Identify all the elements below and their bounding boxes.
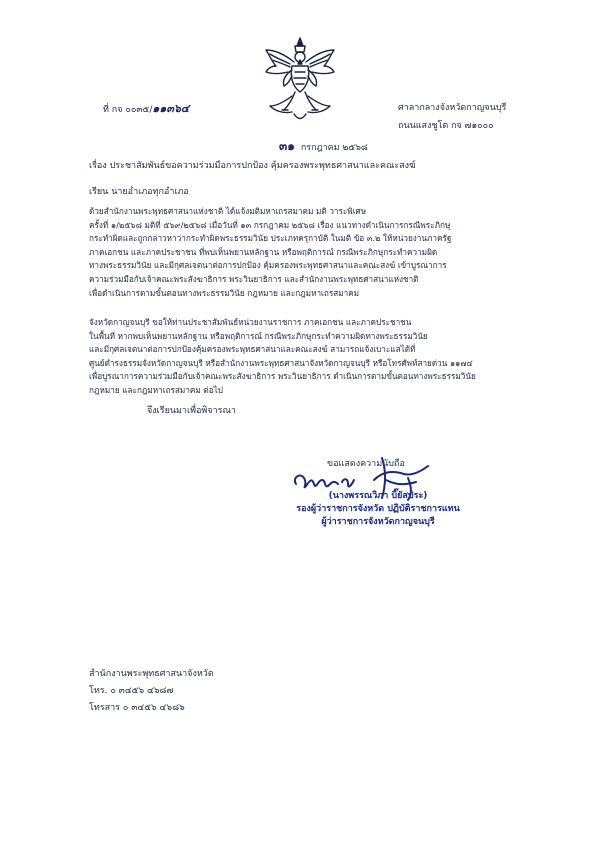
contact-footer — [89, 666, 214, 717]
office-name: สำนักงานพระพุทธศาสนาจังหวัด — [89, 669, 214, 679]
document-reference — [103, 99, 189, 117]
phone-number: โทร. ๐ ๓๔๕๖ ๔๖๘๗ — [89, 686, 174, 696]
sender-address — [398, 99, 506, 135]
reference-number: ๑๑๓๖๔ — [152, 102, 190, 115]
paragraph-line: ในพื้นที่ หากพบเห็นพยานหลักฐาน หรือพฤติการณ์ กรณีพระภิกษุกระทำความผิดทางพระธรรมวินัย — [89, 330, 428, 341]
organization-address: ถนนแสงชูโต กจ ๗๑๐๐๐ — [398, 121, 494, 131]
signer-block — [268, 490, 488, 529]
letter-date — [279, 137, 368, 156]
letter-subject: เรื่อง ประชาสัมพันธ์ขอความร่วมมือการปกป้อง คุ้มครองพระพุทธศาสนาและคณะสงฆ์ — [89, 161, 416, 171]
paragraph-line: กฎหมาย และกฎมหาเถรสมาคม ต่อไป — [89, 384, 223, 395]
signer-name: (นางพรรณวิภา บิ๊ยัสประ) — [328, 491, 428, 501]
body-paragraph-2 — [89, 316, 509, 398]
date-day: ๓๑ — [279, 139, 295, 153]
regards-text: ขอแสดงความนับถือ — [327, 459, 405, 469]
paragraph-line: ภาคเอกชน และภาคประชาชน ที่พบเห็นพยานหลักฐาน หรือพฤติการณ์ กรณีพระภิกษุกระทำความผิด — [89, 246, 438, 257]
reference-label: ที่ กจ ๐๐๓๕/ — [103, 105, 153, 115]
garuda-emblem-icon — [262, 36, 338, 122]
paragraph-line: เพื่อดำเนินการตามขั้นตอนทางพระธรรมวินัย กฎหมาย และกฎมหาเถรสมาคม — [89, 287, 360, 298]
paragraph-line: ด้วยสำนักงานพระพุทธศาสนาแห่งชาติ ได้แจ้งมติมหาเถรสมาคม มติ วาระพิเศษ — [89, 206, 367, 216]
signer-position-line-2: ผู้ว่าราชการจังหวัดกาญจนบุรี — [321, 517, 435, 527]
date-month-year: กรกฎาคม ๒๕๖๘ — [300, 143, 368, 153]
letter-greeting: เรียน นายอำเภอทุกอำเภอ — [89, 187, 189, 197]
body-paragraph-1 — [89, 205, 509, 300]
signer-position: รองผู้ว่าราชการจังหวัด ปฏิบัติราชการแทน — [296, 504, 460, 514]
paragraph-line: ทางพระธรรมวินัย และมีกุศลเจตนาต่อการปกป้อง คุ้มครองพระพุทธศาสนาและคณะสงฆ์ เข้าบูรณาการ — [89, 260, 447, 271]
paragraph-line: เพื่อบูรณาการความร่วมมือกับเจ้าคณะพระสังฆาธิการ พระวินยาธิการ ดำเนินการตามขั้นตอนทางพระธรรมวินัย — [89, 371, 476, 382]
paragraph-line: ความร่วมมือกับเจ้าคณะพระสังฆาธิการ พระวินยาธิการ และสำนักงานพระพุทธศาสนาแห่งชาติ — [89, 273, 419, 284]
organization-name: ศาลากลางจังหวัดกาญจนบุรี — [398, 103, 507, 113]
paragraph-line: จังหวัดกาญจนบุรี ขอให้ท่านประชาสัมพันธ์หน่วยงานราชการ ภาคเอกชน และภาคประชาชน — [89, 317, 412, 327]
fax-number: โทรสาร ๐ ๓๔๕๖ ๔๖๘๖ — [89, 703, 185, 713]
closing-line: จึงเรียนมาเพื่อพิจารณา — [147, 406, 236, 416]
paragraph-line: ศูนย์ดำรงธรรมจังหวัดกาญจนบุรี หรือสำนักงานพระพุทธศาสนาจังหวัดกาญจนบุรี หรือโทรศัพท์สายด่วน ๑๑๗๔ — [89, 357, 473, 368]
paragraph-line: กระทำผิดและถูกกล่าวหาว่ากระทำผิดพระธรรมวินัย ประเภทครุกาบัติ ในมติ ข้อ ๓.๒ ให้หน่วยงานภาครัฐ — [89, 233, 452, 244]
paragraph-line: ครั้งที่ ๑/๒๕๖๘ มติที่ ๕๖๙/๒๕๖๘ เมื่อวันที่ ๑๓ กรกฎาคม ๒๕๖๘ เรื่อง แนวทางดำเนินการกรณีพระภิกษุ — [89, 219, 451, 230]
paragraph-line: และมีกุศลเจตนาต่อการปกป้องคุ้มครองพระพุทธศาสนาและคณะสงฆ์ สามารถแจ้งเบาะแสได้ที่ — [89, 344, 416, 355]
